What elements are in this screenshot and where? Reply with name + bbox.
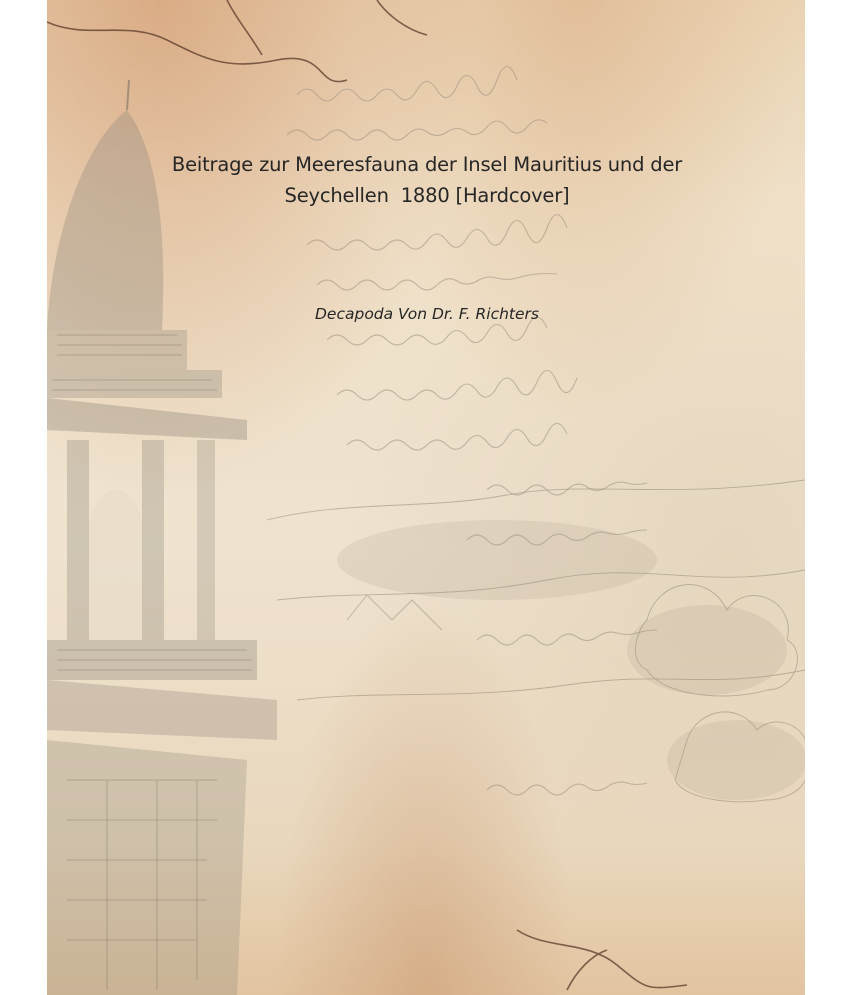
temple-illustration <box>47 80 277 995</box>
book-cover <box>47 0 805 995</box>
book-author: Decapoda Von Dr. F. Richters <box>314 305 539 323</box>
book-title-line-1: Beitrage zur Meeresfauna der Insel Mauritius und der <box>171 153 683 176</box>
book-title <box>107 149 747 211</box>
landscape-shading <box>337 520 805 800</box>
book-title-line-2: Seychellen 1880 [Hardcover] <box>284 184 570 207</box>
